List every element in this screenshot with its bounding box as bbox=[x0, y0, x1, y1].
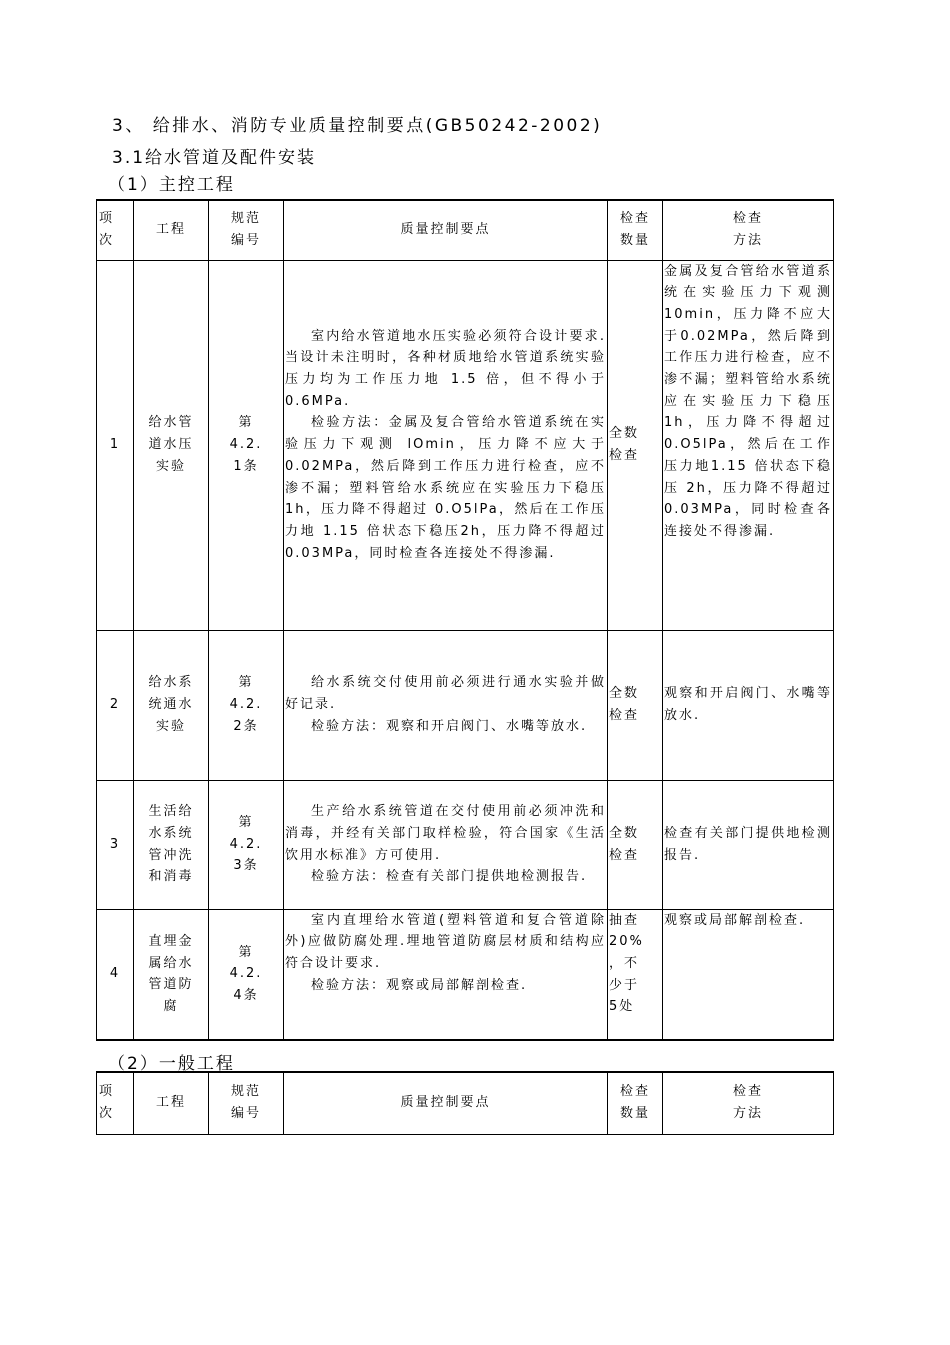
key-point-method: 检验方法：观察或局部解剖检查. bbox=[311, 977, 528, 993]
table-row bbox=[97, 909, 834, 1040]
row-number: 1 bbox=[97, 260, 134, 630]
row-number: 4 bbox=[97, 909, 134, 1040]
general-table bbox=[96, 1071, 834, 1135]
row-check-method bbox=[663, 780, 834, 909]
header-key-points: 质量控制要点 bbox=[284, 1072, 608, 1134]
row-check-method bbox=[663, 260, 834, 630]
general-heading: （2）一般工程 bbox=[108, 1054, 235, 1074]
row-number: 3 bbox=[97, 780, 134, 909]
key-point-method: 检验方法：检查有关部门提供地检测报告. bbox=[311, 869, 588, 885]
header-check-method: 检查 方法 bbox=[663, 1072, 834, 1134]
check-method-text: 观察和开启阀门、水嘴等放水. bbox=[664, 686, 832, 723]
key-point-method: 检验方法：观察和开启阀门、水嘴等放水. bbox=[311, 718, 588, 734]
row-check-qty: 全数 检查 bbox=[608, 780, 663, 909]
header-item-no: 项 次 bbox=[97, 200, 134, 260]
key-point-requirement: 给水系统交付使用前必须进行通水实验并做好记录. bbox=[285, 675, 606, 713]
row-check-qty: 抽查 20% ，不 少于 5处 bbox=[608, 909, 663, 1040]
row-check-method bbox=[663, 909, 834, 1040]
header-key-points: 质量控制要点 bbox=[284, 200, 608, 260]
row-project: 给水管 道水压 实验 bbox=[134, 260, 209, 630]
row-project: 直埋金 属给水 管道防 腐 bbox=[134, 909, 209, 1040]
table-row bbox=[97, 630, 834, 780]
header-check-method: 检查 方法 bbox=[663, 200, 834, 260]
header-spec-no: 规范 编号 bbox=[209, 200, 284, 260]
row-key-points bbox=[284, 909, 608, 1040]
row-key-points bbox=[284, 630, 608, 780]
table-header-row bbox=[97, 1072, 834, 1134]
header-check-qty: 检查 数量 bbox=[608, 1072, 663, 1134]
row-check-qty: 全数 检查 bbox=[608, 260, 663, 630]
row-project: 给水系 统通水 实验 bbox=[134, 630, 209, 780]
row-number: 2 bbox=[97, 630, 134, 780]
table-row bbox=[97, 260, 834, 630]
row-check-qty: 全数 检查 bbox=[608, 630, 663, 780]
header-spec-no: 规范 编号 bbox=[209, 1072, 284, 1134]
key-point-requirement: 生产给水系统管道在交付使用前必须冲洗和消毒，并经有关部门取样检验，符合国家《生活饮用水标准》方可使用. bbox=[285, 804, 606, 863]
check-method-text: 金属及复合管给水管道系统在实验压力下观测 10min，压力降不应大于0.02MPa，然后降到工作压力进行检查，应不渗不漏；塑料管给水系统应在实验压力下稳压1h，压力降不得超过 0.O5lPa，然后在工作压力地1.15 倍状态下稳压 2h，压力降不得超过 0.03MPa，同时检查各连接处不得渗漏. bbox=[664, 263, 832, 539]
key-point-requirement: 室内直埋给水管道(塑料管道和复合管道除外)应做防腐处理.埋地管道防腐层材质和结构应符合设计要求. bbox=[285, 912, 606, 971]
check-method-text: 检查有关部门提供地检测报告. bbox=[664, 825, 832, 863]
row-check-method bbox=[663, 630, 834, 780]
table-header-row bbox=[97, 200, 834, 260]
row-key-points bbox=[284, 260, 608, 630]
subsection-heading: 3.1给水管道及配件安装 bbox=[112, 148, 317, 168]
row-spec: 第 4.2. 4条 bbox=[209, 909, 284, 1040]
check-method-text: 观察或局部解剖检查. bbox=[664, 912, 806, 928]
row-spec: 第 4.2. 2条 bbox=[209, 630, 284, 780]
key-point-method: 检验方法：金属及复合管给水管道系统在实验压力下观测 lOmin，压力降不应大于 0.02MPa，然后降到工作压力进行检查，应不渗不漏；塑料管给水系统应在实验压力下稳压 1h，压力降不得超过 0.O5lPa，然后在工作压力地 1.15 倍状态下稳压2h，压力降不得超过 0.03MPa，同时检查各连接处不得渗漏. bbox=[285, 415, 606, 561]
header-project: 工程 bbox=[134, 1072, 209, 1134]
row-spec: 第 4.2. 3条 bbox=[209, 780, 284, 909]
key-point-requirement: 室内给水管道地水压实验必须符合设计要求.当设计未注明时，各种材质地给水管道系统实验压力均为工作压力地 1.5 倍，但不得小于0.6MPa. bbox=[285, 328, 606, 409]
header-project: 工程 bbox=[134, 200, 209, 260]
table-row bbox=[97, 780, 834, 909]
main-control-heading: （1）主控工程 bbox=[108, 175, 235, 195]
main-control-table bbox=[96, 199, 834, 1041]
section-heading: 3、 给排水、消防专业质量控制要点(GB50242-2002) bbox=[112, 116, 603, 136]
row-project: 生活给 水系统 管冲洗 和消毒 bbox=[134, 780, 209, 909]
row-key-points bbox=[284, 780, 608, 909]
row-spec: 第 4.2. 1条 bbox=[209, 260, 284, 630]
header-item-no: 项 次 bbox=[97, 1072, 134, 1134]
header-check-qty: 检查 数量 bbox=[608, 200, 663, 260]
